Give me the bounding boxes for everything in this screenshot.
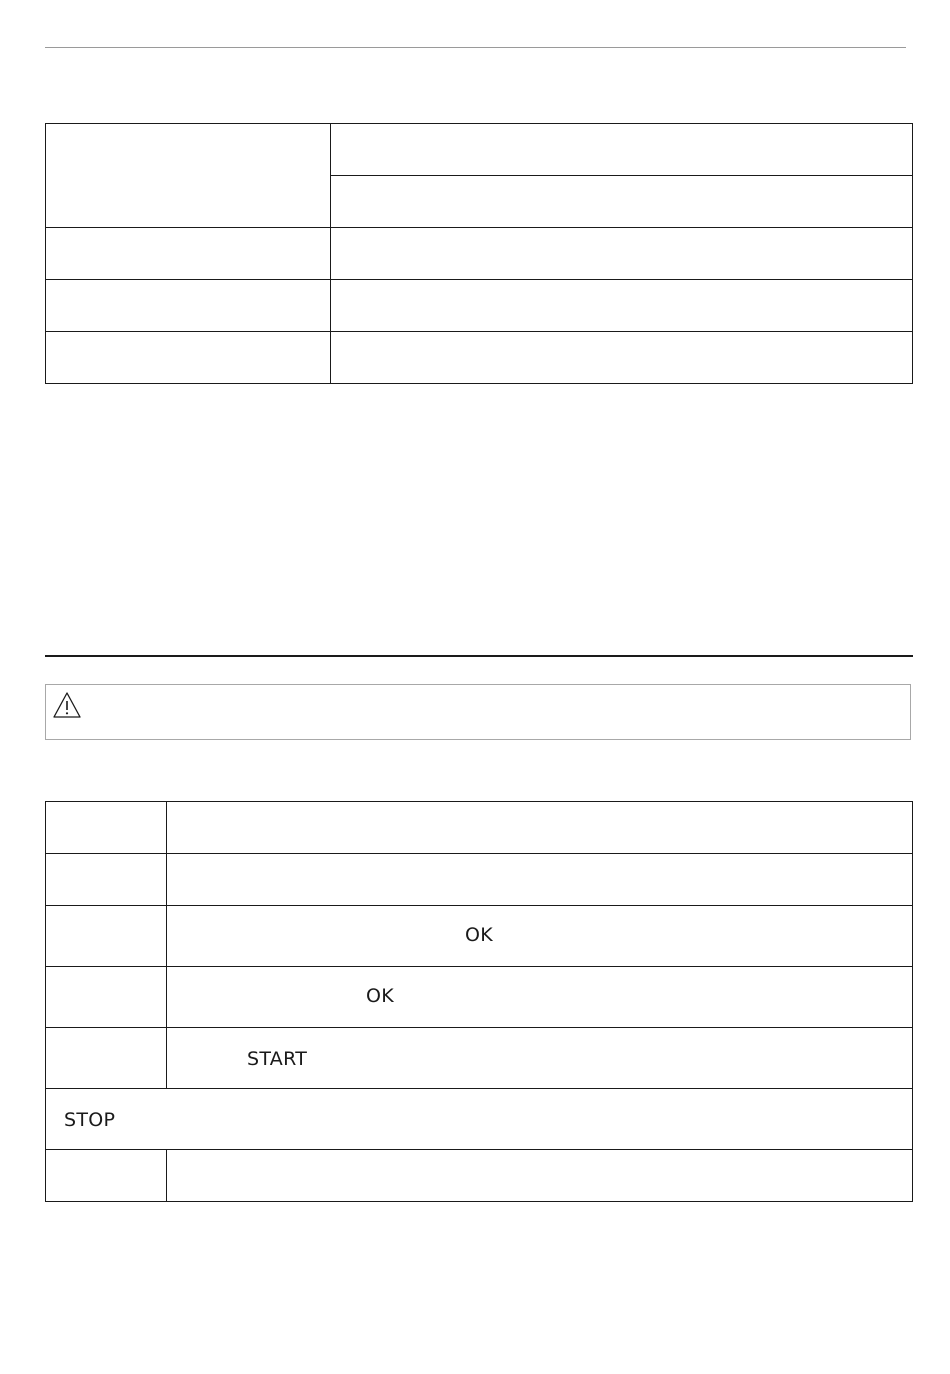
step-number-cell xyxy=(46,1150,167,1202)
table-cell xyxy=(331,228,913,280)
table-row xyxy=(46,906,913,967)
table-cell xyxy=(46,332,331,384)
table-cell xyxy=(46,124,331,228)
steps-table xyxy=(45,801,913,1202)
settings-table xyxy=(45,123,913,384)
step-text-cell xyxy=(167,906,913,967)
step-number-cell xyxy=(46,906,167,967)
table-row xyxy=(46,802,913,854)
table-row xyxy=(46,332,913,384)
step-text-cell xyxy=(167,1150,913,1202)
step-number-cell xyxy=(46,967,167,1028)
table-cell xyxy=(46,228,331,280)
table-cell xyxy=(331,124,913,176)
ok-key-label: OK xyxy=(366,985,395,1007)
table-row xyxy=(46,280,913,332)
table-cell xyxy=(331,280,913,332)
step-number-cell xyxy=(46,854,167,906)
step-text-cell xyxy=(167,967,913,1028)
table-row xyxy=(46,1028,913,1089)
table-cell xyxy=(46,280,331,332)
section-divider xyxy=(45,655,913,657)
ok-key-label: OK xyxy=(465,924,494,946)
table-row xyxy=(46,854,913,906)
step-number-cell xyxy=(46,1028,167,1089)
stop-key-label: STOP xyxy=(64,1109,116,1131)
start-key-label: START xyxy=(247,1048,308,1070)
step-text-cell xyxy=(167,1028,913,1089)
table-cell xyxy=(331,332,913,384)
table-row xyxy=(46,967,913,1028)
step-number-cell xyxy=(46,802,167,854)
table-row xyxy=(46,228,913,280)
note-cell xyxy=(46,1089,913,1150)
warning-triangle-icon xyxy=(52,691,82,719)
step-text-cell xyxy=(167,854,913,906)
table-row xyxy=(46,1089,913,1150)
top-rule xyxy=(45,47,906,48)
table-cell xyxy=(331,176,913,228)
table-row xyxy=(46,124,913,176)
step-text-cell xyxy=(167,802,913,854)
table-row xyxy=(46,1150,913,1202)
warning-box xyxy=(45,684,911,740)
